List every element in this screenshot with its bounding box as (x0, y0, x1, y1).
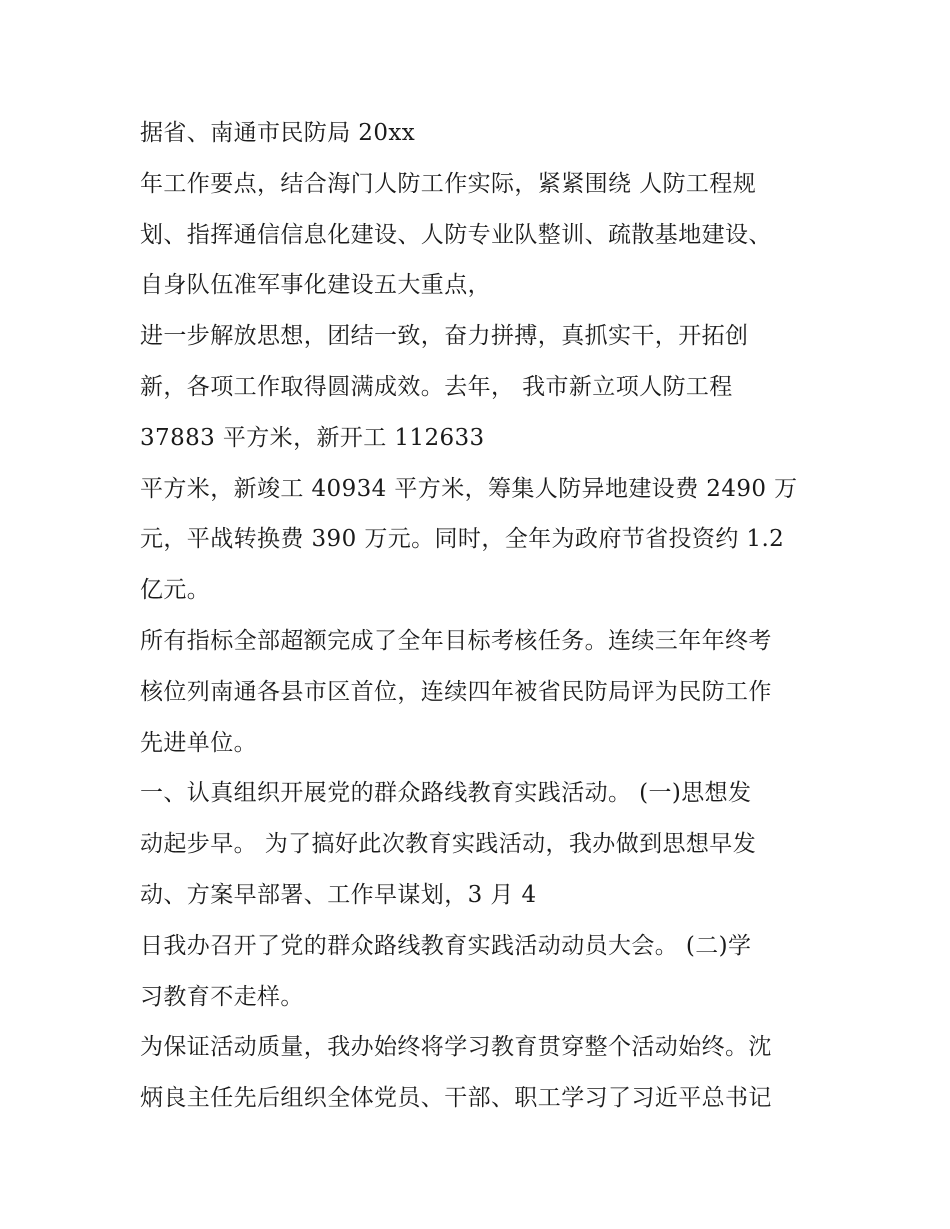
text-line-19: 为保证活动质量，我办始终将学习教育贯穿整个活动始终。沈 (140, 1034, 772, 1061)
document-body (140, 108, 820, 1124)
text-line-18: 习教育不走样。 (140, 983, 304, 1010)
text-line-8: 平方米，新竣工 40934 平方米，筹集人防异地建设费 2490 万 (140, 475, 798, 502)
text-line-12: 核位列南通各县市区首位，连续四年被省民防局评为民防工作 (140, 678, 772, 705)
text-line-9: 元，平战转换费 390 万元。同时，全年为政府节省投资约 1.2 (140, 526, 785, 553)
text-line-11: 所有指标全部超额完成了全年目标考核任务。连续三年年终考 (140, 627, 772, 654)
text-line-17: 日我办召开了党的群众路线教育实践活动动员大会。 (二)学 (140, 932, 752, 959)
text-line-5: 进一步解放思想，团结一致，奋力拼搏，真抓实干，开拓创 (140, 323, 749, 350)
text-line-20: 炳良主任先后组织全体党员、干部、职工学习了习近平总书记 (140, 1085, 772, 1112)
text-line-14: 一、认真组织开展党的群众路线教育实践活动。 (一)思想发 (140, 780, 752, 807)
text-line-7: 37883 平方米，新开工 112633 (140, 424, 485, 451)
text-line-13: 先进单位。 (140, 729, 257, 756)
text-line-10: 亿元。 (140, 577, 211, 604)
text-line-2: 年工作要点，结合海门人防工作实际，紧紧围绕 人防工程规 (140, 170, 757, 197)
text-line-3: 划、指挥通信信息化建设、人防专业队整训、疏散基地建设、 (140, 221, 772, 248)
text-line-1: 据省、南通市民防局 20xx (140, 120, 416, 146)
text-line-16: 动、方案早部署、工作早谋划，3 月 4 (140, 881, 537, 908)
text-line-6: 新，各项工作取得圆满成效。去年， 我市新立项人防工程 (140, 373, 733, 400)
text-line-4: 自身队伍准军事化建设五大重点， (140, 272, 491, 299)
text-line-15: 动起步早。 为了搞好此次教育实践活动，我办做到思想早发 (140, 831, 757, 858)
